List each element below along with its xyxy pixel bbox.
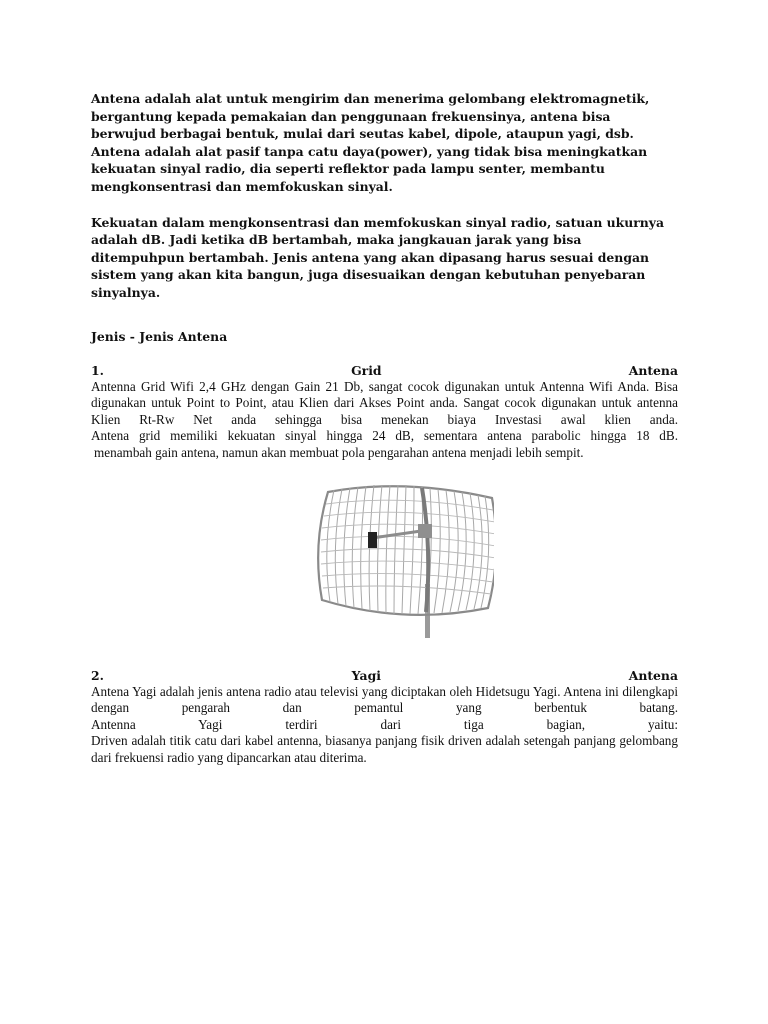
grid-horizontal-wires	[321, 500, 494, 594]
intro-paragraph-2: Kekuatan dalam mengkonsentrasi dan memfokuskan sinyal radio, satuan ukurnya adalah dB. Jadi ketika dB bertambah, maka jangkauan jarak yang bisa ditempuhpun bertambah. Jenis antena yang akan dipasang harus sesuai dengan sistem yang akan kita bangun, juga disesuaikan dengan kebutuhan penyebaran sinyalnya.	[91, 214, 665, 300]
grid-title: Grid	[351, 362, 382, 378]
grid-antenna-drawing	[304, 480, 494, 638]
section-title: Jenis - Jenis Antena	[91, 328, 228, 344]
grid-antenna-image	[304, 480, 494, 638]
yagi-description-3: Driven adalah titik catu dari kabel antenna, biasanya panjang fisik driven adalah setengah panjang gelombang dari frekuensi radio yang dipancarkan atau diterima.	[91, 733, 678, 765]
yagi-title: Yagi	[351, 667, 381, 683]
grid-label: Antena	[628, 362, 678, 378]
antenna-feed	[368, 532, 377, 548]
bracket	[418, 524, 432, 538]
yagi-description-1: Antena Yagi adalah jenis antena radio atau televisi yang diciptakan oleh Hidetsugu Yagi. Antena ini dilengkapi dengan pengarah dan pemantul yang berbentuk batang.	[91, 683, 678, 716]
yagi-number: 2.	[91, 667, 104, 683]
grid-description-2: Antena grid memiliki kekuatan sinyal hingga 24 dB, sementara antena parabolic hingga 18 dB.	[91, 428, 678, 444]
yagi-description-2: Antenna Yagi terdiri dari tiga bagian, yaitu:	[91, 716, 678, 732]
yagi-heading	[91, 668, 678, 684]
grid-number: 1.	[91, 362, 104, 378]
grid-description-1: Antenna Grid Wifi 2,4 GHz dengan Gain 21 Db, sangat cocok digunakan untuk Antenna Wifi Anda. Bisa digunakan untuk Point to Point, atau Klien dari Akses Point anda. Sangat cocok digunakan untuk antenna Klien Rt-Rw Net anda sehingga bisa menekan biaya Investasi awal klien anda.	[91, 378, 678, 427]
yagi-label: Antena	[628, 667, 678, 683]
intro-paragraph-1: Antena adalah alat untuk mengirim dan menerima gelombang elektromagnetik, bergantung kepada pemakaian dan penggunaan frekuensinya, antena bisa berwujud berbagai bentuk, mulai dari seutas kabel, dipole, ataupun yagi, dsb. Antena adalah alat pasif tanpa catu daya(power), yang tidak bisa meningkatkan kekuatan sinyal radio, dia seperti reflektor pada lampu senter, membantu mengkonsentrasi dan memfokuskan sinyal.	[91, 91, 650, 194]
document-page	[91, 90, 678, 766]
grid-heading	[91, 363, 678, 379]
grid-description-3: menambah gain antena, namun akan membuat pola pengarahan antena menjadi lebih sempit.	[94, 444, 584, 460]
